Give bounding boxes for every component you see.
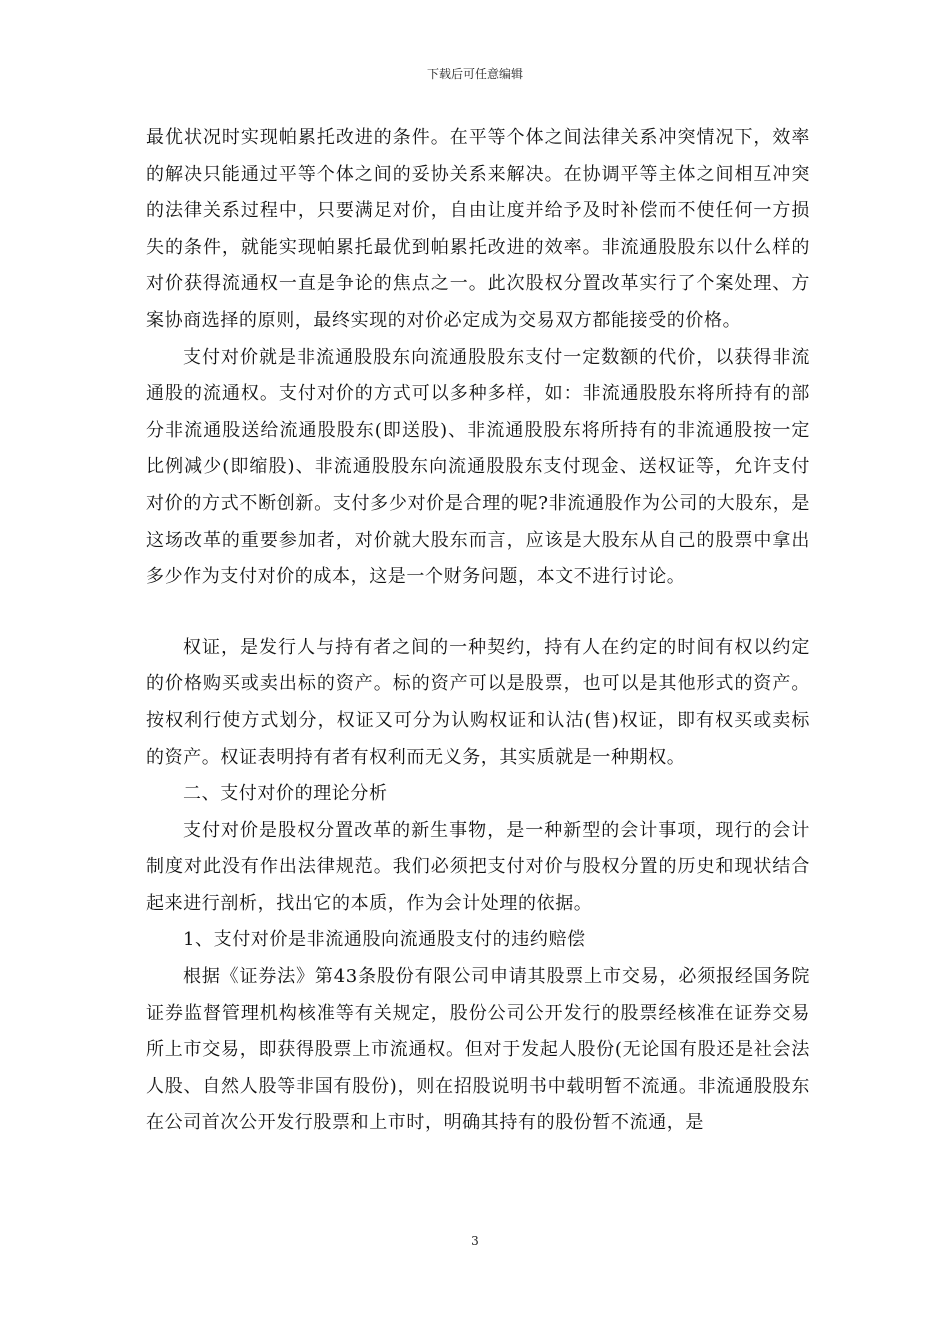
paragraph-payment-consideration: 支付对价就是非流通股股东向流通股股东支付一定数额的代价，以获得非流通股的流通权。支付对价的方式可以多种多样，如：非流通股股东将所持有的部分非流通股送给流通股股东(即送股)、非流通股股东将所持有的非流通股按一定比例减少(即缩股)、非流通股股东向流通股股东支付现金、送权证等，允许支付对价的方式不断创新。支付多少对价是合理的呢?非流通股作为公司的大股东，是这场改革的重要参加者，对价就大股东而言，应该是大股东从自己的股票中拿出多少作为支付对价的成本，这是一个财务问题，本文不进行讨论。 bbox=[146, 346, 810, 588]
subsection-heading-breach-compensation: 1、支付对价是非流通股向流通股支付的违约赔偿 bbox=[183, 929, 586, 951]
paragraph-theory-intro: 支付对价是股权分置改革的新生事物，是一种新型的会计事项，现行的会计制度对此没有作出法律规范。我们必须把支付对价与股权分置的历史和现状结合起来进行剖析，找出它的本质，作为会计处理的依据。 bbox=[146, 819, 810, 914]
paragraph-securities-law: 根据《证券法》第43条股份有限公司申请其股票上市交易，必须报经国务院证券监督管理机构核准等有关规定，股份公司公开发行的股票经核准在证券交易所上市交易，即获得股票上市流通权。但对于发起人股份(无论国有股还是社会法人股、自然人股等非国有股份)，则在招股说明书中载明暂不流通。非流通股股东在公司首次公开发行股票和上市时，明确其持有的股份暂不流通，是 bbox=[146, 966, 810, 1134]
document-body bbox=[146, 120, 810, 1142]
page-header: 下载后可任意编辑 bbox=[426, 67, 523, 81]
paragraph-continuation: 最优状况时实现帕累托改进的条件。在平等个体之间法律关系冲突情况下，效率的解决只能通过平等个体之间的妥协关系来解决。在协调平等主体之间相互冲突的法律关系过程中，只要满足对价，自由让度并给予及时补偿而不使任何一方损失的条件，就能实现帕累托最优到帕累托改进的效率。非流通股股东以什么样的对价获得流通权一直是争论的焦点之一。此次股权分置改革实行了个案处理、方案协商选择的原则，最终实现的对价必定成为交易双方都能接受的价格。 bbox=[146, 127, 810, 331]
section-heading-theory-analysis: 二、支付对价的理论分析 bbox=[183, 783, 388, 805]
paragraph-warrant-definition: 权证，是发行人与持有者之间的一种契约，持有人在约定的时间有权以约定的价格购买或卖出标的资产。标的资产可以是股票，也可以是其他形式的资产。按权利行使方式划分，权证又可分为认购权证和认沽(售)权证，即有权买或卖标的资产。权证表明持有者有权利而无义务，其实质就是一种期权。 bbox=[146, 636, 810, 768]
page-number: 3 bbox=[471, 1234, 479, 1248]
